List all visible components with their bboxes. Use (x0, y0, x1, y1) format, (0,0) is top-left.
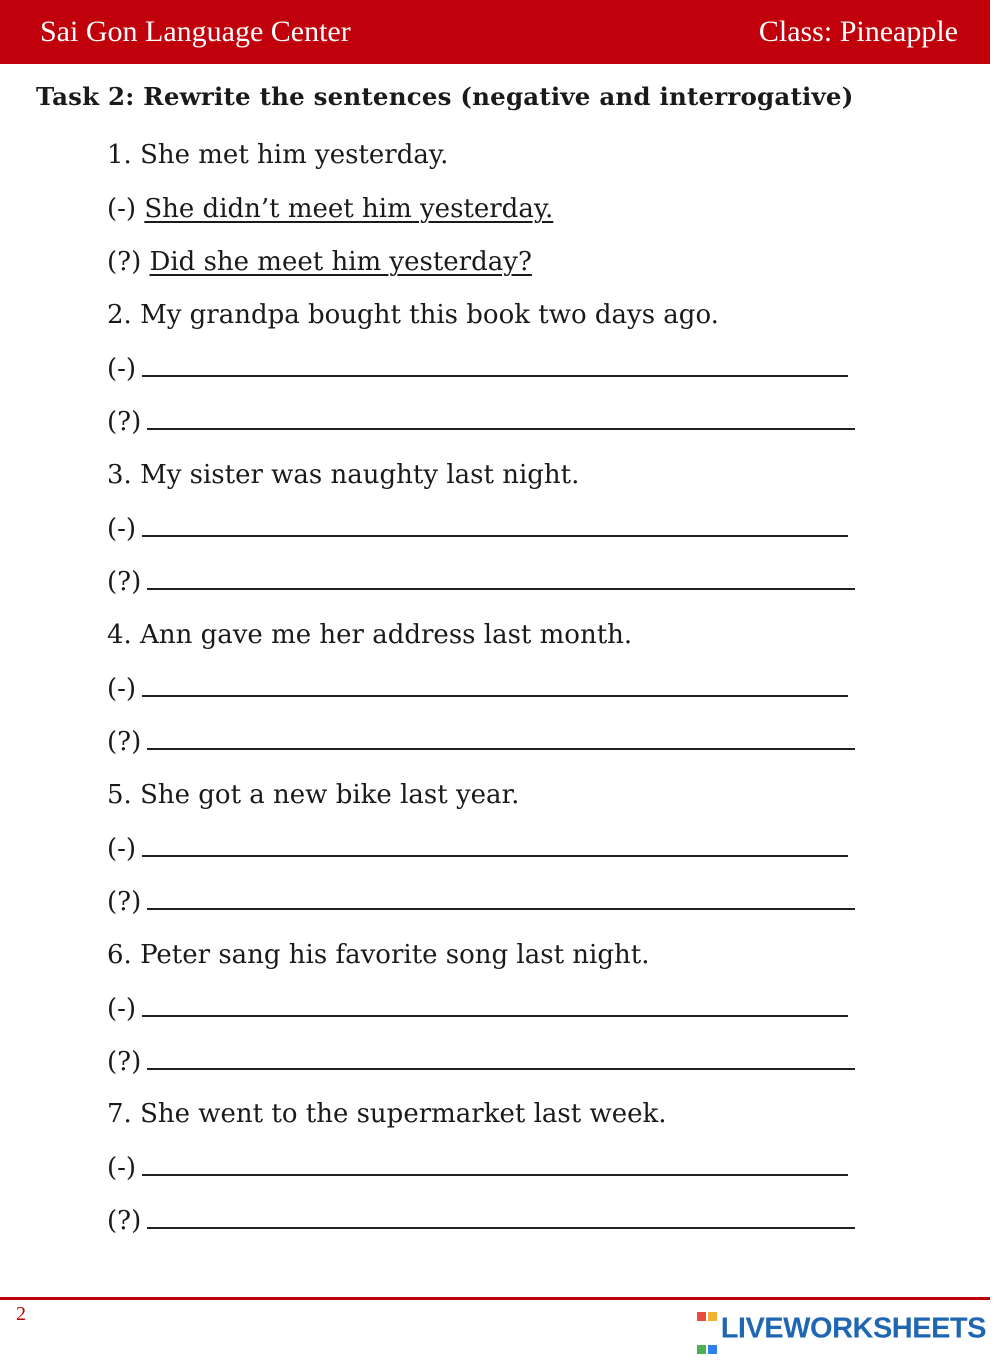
negative-label: (-) (107, 994, 137, 1024)
page-number: 2 (16, 1303, 26, 1325)
class-label: Class: Pineapple (758, 15, 958, 48)
interrogative-answer-1 (107, 247, 532, 277)
negative-row-4 (107, 674, 848, 704)
sentence-6: 6. Peter sang his favorite song last night. (107, 940, 650, 970)
liveworksheets-logo (696, 1297, 986, 1363)
negative-label: (-) (107, 354, 137, 384)
negative-row-2 (107, 354, 848, 384)
negative-answer-blank[interactable] (142, 357, 848, 377)
interrogative-row-3 (107, 567, 855, 597)
task-title: Task 2: Rewrite the sentences (negative and interrogative) (36, 82, 854, 111)
negative-label: (-) (107, 514, 137, 544)
negative-answer-blank[interactable] (142, 837, 848, 857)
interrogative-answer-blank[interactable] (147, 410, 855, 430)
sentence-5: 5. She got a new bike last year. (107, 780, 520, 810)
interrogative-label: (?) (107, 407, 142, 437)
interrogative-answer-blank[interactable] (147, 570, 855, 590)
negative-answer-1 (107, 194, 553, 224)
negative-row-3 (107, 514, 848, 544)
sentence-2: 2. My grandpa bought this book two days ago. (107, 300, 719, 330)
sentence-3: 3. My sister was naughty last night. (107, 460, 580, 490)
interrogative-row-5 (107, 887, 855, 917)
interrogative-label: (?) (107, 887, 142, 917)
sentence-7: 7. She went to the supermarket last week. (107, 1099, 667, 1129)
negative-answer-blank[interactable] (142, 1156, 848, 1176)
negative-label: (-) (107, 194, 137, 224)
interrogative-row-2 (107, 407, 855, 437)
logo-blocks-icon (696, 1297, 718, 1363)
negative-answer-blank[interactable] (142, 677, 848, 697)
interrogative-answer-blank[interactable] (147, 730, 855, 750)
interrogative-row-7 (107, 1206, 855, 1236)
interrogative-answer-blank[interactable] (147, 890, 855, 910)
sentence-4: 4. Ann gave me her address last month. (107, 620, 633, 650)
negative-label: (-) (107, 834, 137, 864)
interrogative-label: (?) (107, 727, 142, 757)
negative-row-5 (107, 834, 848, 864)
interrogative-label: (?) (107, 1206, 142, 1236)
interrogative-label: (?) (107, 567, 142, 597)
negative-answer-text: She didn’t meet him yesterday. (144, 194, 554, 224)
header-bar (0, 0, 990, 64)
interrogative-answer-text: Did she meet him yesterday? (149, 247, 532, 277)
negative-answer-blank[interactable] (142, 997, 848, 1017)
negative-answer-blank[interactable] (142, 517, 848, 537)
interrogative-row-6 (107, 1047, 855, 1077)
interrogative-label: (?) (107, 247, 142, 277)
negative-label: (-) (107, 674, 137, 704)
interrogative-label: (?) (107, 1047, 142, 1077)
interrogative-answer-blank[interactable] (147, 1209, 855, 1229)
negative-row-6 (107, 994, 848, 1024)
negative-label: (-) (107, 1153, 137, 1183)
center-name: Sai Gon Language Center (40, 15, 351, 48)
negative-row-7 (107, 1153, 848, 1183)
interrogative-row-4 (107, 727, 855, 757)
interrogative-answer-blank[interactable] (147, 1050, 855, 1070)
sentence-1: 1. She met him yesterday. (107, 140, 449, 170)
watermark-text: LIVEWORKSHEETS (720, 1312, 986, 1345)
